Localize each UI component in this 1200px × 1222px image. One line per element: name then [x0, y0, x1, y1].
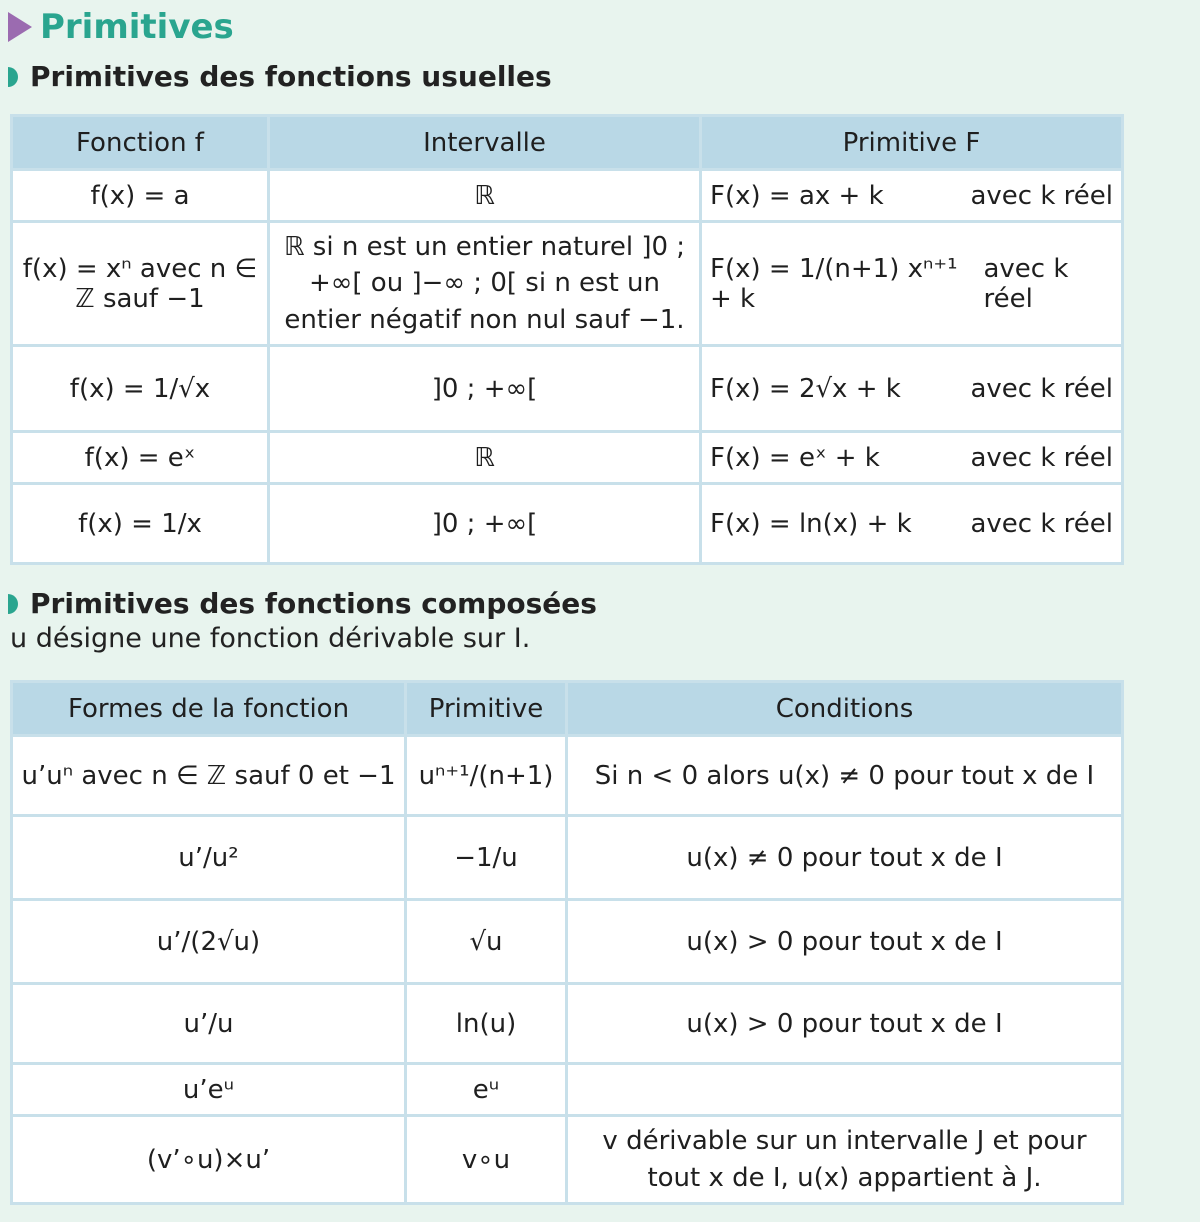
interval-cell: ℝ	[269, 432, 701, 484]
function-cell: f(x) = 1/x	[12, 484, 269, 564]
usual-primitives-table	[10, 114, 1124, 565]
bullet-icon	[8, 67, 18, 87]
primitive-formula: F(x) = ax + k	[710, 180, 884, 211]
section1-title	[8, 60, 552, 93]
header-cell: Primitive F	[701, 116, 1123, 170]
table-row	[12, 736, 1123, 816]
table-row	[12, 1064, 1123, 1116]
condition-cell: v dérivable sur un intervalle J et pour tout x de I, u(x) appartient à J.	[567, 1116, 1123, 1204]
table-row	[12, 1116, 1123, 1204]
triangle-icon	[8, 12, 32, 42]
section1-title-text: Primitives des fonctions usuelles	[30, 60, 552, 93]
table-row	[12, 346, 1123, 432]
primitive-condition: avec k réel	[970, 180, 1113, 211]
page-title-text: Primitives	[40, 7, 234, 47]
primitive-cell: ln(u)	[406, 984, 567, 1064]
table-row	[12, 170, 1123, 222]
condition-cell: u(x) ≠ 0 pour tout x de I	[567, 816, 1123, 900]
header-cell: Fonction f	[12, 116, 269, 170]
composed-primitives-table	[10, 680, 1124, 1205]
form-cell: (v’∘u)×u’	[12, 1116, 406, 1204]
table-row	[12, 984, 1123, 1064]
condition-cell: u(x) > 0 pour tout x de I	[567, 900, 1123, 984]
header-cell: Intervalle	[269, 116, 701, 170]
primitive-formula: F(x) = 2√x + k	[710, 373, 901, 404]
primitive-condition: avec k réel	[970, 442, 1113, 473]
section2-subtitle: u désigne une fonction dérivable sur I.	[10, 623, 531, 654]
primitive-condition: avec k réel	[970, 508, 1113, 539]
table-row	[12, 432, 1123, 484]
table-row	[12, 484, 1123, 564]
section2-title	[8, 587, 597, 620]
page-title	[8, 4, 234, 50]
interval-cell: ]0 ; +∞[	[269, 346, 701, 432]
primitive-cell: eᵘ	[406, 1064, 567, 1116]
bullet-icon	[8, 594, 18, 614]
primitive-cell	[701, 432, 1123, 484]
table-row	[12, 222, 1123, 346]
interval-cell: ℝ	[269, 170, 701, 222]
form-cell: u’/u	[12, 984, 406, 1064]
form-cell: u’eᵘ	[12, 1064, 406, 1116]
primitive-condition: avec k réel	[970, 373, 1113, 404]
condition-cell: u(x) > 0 pour tout x de I	[567, 984, 1123, 1064]
primitive-cell	[701, 170, 1123, 222]
primitive-cell: −1/u	[406, 816, 567, 900]
primitive-cell: v∘u	[406, 1116, 567, 1204]
section2-title-text: Primitives des fonctions composées	[30, 587, 597, 620]
form-cell: u’uⁿ avec n ∈ ℤ sauf 0 et −1	[12, 736, 406, 816]
function-cell: f(x) = 1/√x	[12, 346, 269, 432]
primitive-cell	[701, 222, 1123, 346]
function-cell: f(x) = a	[12, 170, 269, 222]
table-header-row	[12, 116, 1123, 170]
condition-cell	[567, 1064, 1123, 1116]
header-cell: Primitive	[406, 682, 567, 736]
table-row	[12, 900, 1123, 984]
function-cell: f(x) = xⁿ avec n ∈ ℤ sauf −1	[12, 222, 269, 346]
primitive-cell: √u	[406, 900, 567, 984]
table-row	[12, 816, 1123, 900]
interval-cell: ℝ si n est un entier naturel ]0 ; +∞[ ou ]−∞ ; 0[ si n est un entier négatif non nul sauf −1.	[269, 222, 701, 346]
form-cell: u’/(2√u)	[12, 900, 406, 984]
form-cell: u’/u²	[12, 816, 406, 900]
primitive-condition: avec k réel	[983, 253, 1069, 314]
header-cell: Conditions	[567, 682, 1123, 736]
primitive-formula: F(x) = ln(x) + k	[710, 508, 912, 539]
interval-cell: ]0 ; +∞[	[269, 484, 701, 564]
header-cell: Formes de la fonction	[12, 682, 406, 736]
function-cell: f(x) = eˣ	[12, 432, 269, 484]
primitive-cell: uⁿ⁺¹/(n+1)	[406, 736, 567, 816]
condition-cell: Si n < 0 alors u(x) ≠ 0 pour tout x de I	[567, 736, 1123, 816]
primitive-formula: F(x) = eˣ + k	[710, 442, 880, 473]
primitive-cell	[701, 346, 1123, 432]
table-header-row	[12, 682, 1123, 736]
primitive-formula: F(x) = 1/(n+1) xⁿ⁺¹ + k	[710, 253, 958, 314]
primitive-cell	[701, 484, 1123, 564]
